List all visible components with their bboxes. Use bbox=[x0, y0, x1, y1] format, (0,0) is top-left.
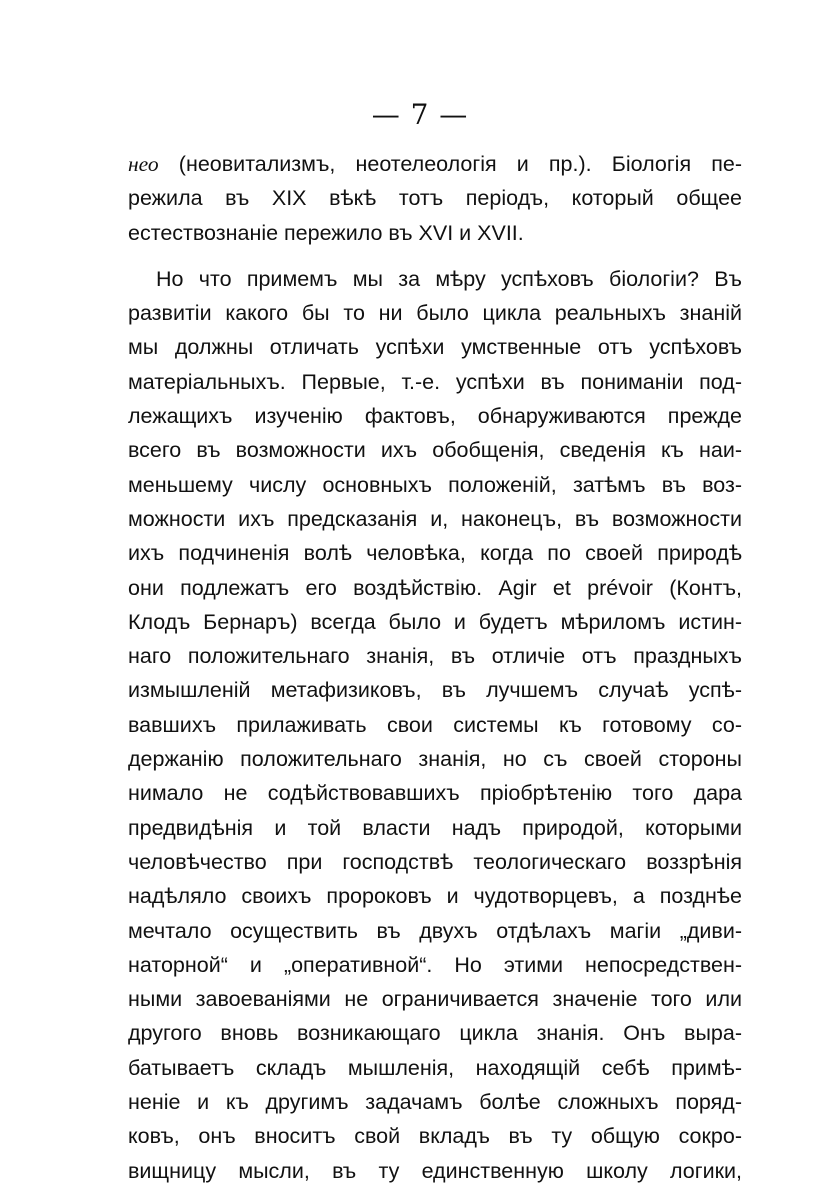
text-line: нимало не содѣйствовавшихъ пріобрѣтенію того дара bbox=[128, 781, 742, 806]
text-line: матеріальныхъ. Первые, т.-е. успѣхи въ пониманіи под- bbox=[128, 369, 742, 394]
text-line: развитіи какого бы то ни было цикла реальныхъ знаній bbox=[128, 301, 742, 326]
text-line: измышленій метафизиковъ, въ лучшемъ случаѣ успѣ- bbox=[128, 678, 742, 703]
text-line: естествознаніе пережило въ XVI и XVII. bbox=[128, 220, 524, 245]
text-line: ковъ, онъ вноситъ свой вкладъ въ ту общую сокро- bbox=[128, 1124, 742, 1149]
text-line: лежащихъ изученію фактовъ, обнаруживаются прежде bbox=[128, 404, 742, 429]
text-line: мы должны отличать успѣхи умственные отъ успѣховъ bbox=[128, 335, 742, 360]
italic-word: нео bbox=[128, 152, 159, 176]
text-line: держанію положительнаго знанія, но съ своей стороны bbox=[128, 747, 742, 772]
body-text bbox=[128, 147, 742, 1188]
text-line: вищницу мысли, въ ту единственную школу логики, bbox=[128, 1158, 742, 1183]
text-line: можности ихъ предсказанія и, наконецъ, въ возможности bbox=[128, 506, 742, 531]
text-line: вавшихъ прилаживать свои системы къ готовому со- bbox=[128, 712, 742, 737]
text-line: батываетъ складъ мышленія, находящій себѣ примѣ- bbox=[128, 1055, 742, 1080]
text-line: предвидѣнія и той власти надъ природой, которыми bbox=[128, 815, 742, 840]
text-line: надѣляло своихъ пророковъ и чудотворцевъ, а позднѣе bbox=[128, 884, 742, 909]
text-line: человѣчество при господствѣ теологическаго воззрѣнія bbox=[128, 849, 742, 874]
text-line-rest: (неовитализмъ, неотелеологія и пр.). Біологія пе- bbox=[158, 152, 742, 176]
text-line: Клодъ Бернаръ) всегда было и будетъ мѣриломъ истин- bbox=[128, 609, 742, 634]
text-line: неніе и къ другимъ задачамъ болѣе сложныхъ поряд- bbox=[128, 1090, 742, 1115]
text-line: наго положительнаго знанія, въ отличіе отъ праздныхъ bbox=[128, 644, 742, 669]
text-line: всего въ возможности ихъ обобщенія, сведенія къ наи- bbox=[128, 438, 742, 463]
text-line: меньшему числу основныхъ положеній, затѣмъ въ воз- bbox=[128, 472, 742, 497]
text-line: ихъ подчиненія волѣ человѣка, когда по своей природѣ bbox=[128, 541, 742, 566]
text-line: мечтало осуществить въ двухъ отдѣлахъ магіи „диви- bbox=[128, 918, 742, 943]
text-line: режила въ XIX вѣкѣ тотъ періодъ, который общее bbox=[128, 186, 742, 211]
text-line: наторной“ и „оперативной“. Но этими непосредствен- bbox=[128, 952, 742, 977]
text-line: они подлежатъ его воздѣйствію. Agir et prévoir (Контъ, bbox=[128, 575, 742, 600]
text-line bbox=[128, 147, 742, 181]
text-line: Но что примемъ мы за мѣру успѣховъ біологіи? Въ bbox=[156, 266, 742, 291]
page-number: — 7 — bbox=[371, 98, 469, 131]
text-line: другого вновь возникающаго цикла знанія. Онъ выра- bbox=[128, 1021, 742, 1046]
text-line: ными завоеваніями не ограничивается значеніе того или bbox=[128, 987, 742, 1012]
